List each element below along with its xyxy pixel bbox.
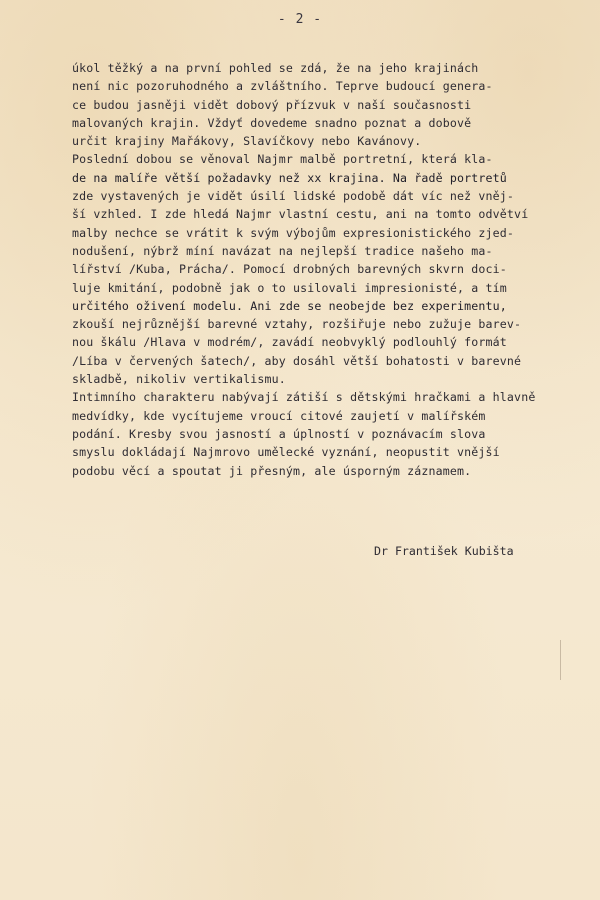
text-line: lířství /Kuba, Prácha/. Pomocí drobných barevných skvrn doci-	[72, 262, 507, 277]
text-line: Intimního charakteru nabývají zátiší s dětskými hračkami a hlavně	[72, 390, 536, 405]
text-line: medvídky, kde vycítujeme vroucí citové zaujetí v malířském	[72, 408, 486, 423]
text-line: nodušení, nýbrž míní navázat na nejlepší tradice našeho ma-	[72, 243, 493, 258]
text-line: skladbě, nikoliv vertikalismu.	[72, 372, 286, 387]
text-line: luje kmitání, podobně jak o to usilovali impresionisté, a tím	[72, 280, 507, 295]
text-line: de na malíře větší požadavky než xx krajina. Na řadě portretů	[72, 170, 507, 185]
page-number: - 2 -	[277, 12, 323, 27]
text-line: podání. Kresby svou jasností a úplností v poznávacím slova	[72, 426, 486, 441]
text-line: určit krajiny Mařákovy, Slavíčkovy nebo Kavánovy.	[72, 134, 422, 149]
text-line: ce budou jasněji vidět dobový přízvuk v naší současnosti	[72, 97, 472, 112]
text-line: ší vzhled. I zde hledá Najmr vlastní cestu, ani na tomto odvětví	[72, 207, 529, 222]
paper-fold-mark	[560, 640, 561, 680]
text-line: /Líba v červených šatech/, aby dosáhl větší bohatosti v barevné	[72, 353, 522, 368]
signature: Dr František Kubišta	[374, 544, 514, 558]
text-line: zkouší nejrůznější barevné vztahy, rozšiřuje nebo zužuje barev-	[72, 317, 522, 332]
text-line: smyslu dokládají Najmrovo umělecké vyznání, neopustit vnější	[72, 445, 500, 460]
text-line: nou škálu /Hlava v modrém/, zavádí neobvyklý podlouhlý formát	[72, 335, 507, 350]
text-line: úkol těžký a na první pohled se zdá, že na jeho krajinách	[72, 61, 479, 75]
text-line: podobu věcí a spoutat ji přesným, ale úsporným záznamem.	[72, 463, 472, 478]
text-line: malovaných krajin. Vždyť dovedeme snadno poznat a dobově	[72, 115, 472, 130]
text-line: Poslední dobou se věnoval Najmr malbě portretní, která kla-	[72, 152, 493, 167]
text-line: malby nechce se vrátit k svým výbojům expresionistického zjed-	[72, 225, 515, 240]
text-line: určitého oživení modelu. Ani zde se neobejde bez experimentu,	[72, 298, 507, 313]
text-line: zde vystavených je vidět úsilí lidské podobě dát víc než vněj-	[72, 189, 515, 204]
body-text	[72, 59, 592, 480]
text-line: není nic pozoruhodného a zvláštního. Teprve budoucí genera-	[72, 79, 493, 94]
